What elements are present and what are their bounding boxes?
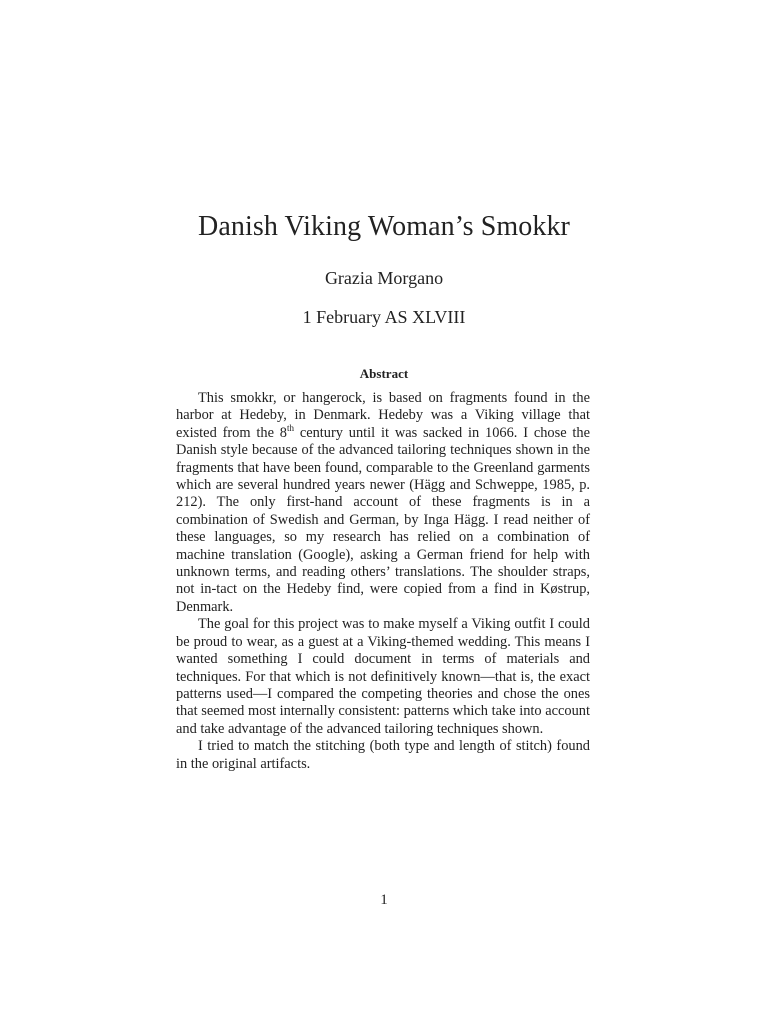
document-date: 1 February AS XLVIII — [302, 307, 466, 327]
abstract-body — [176, 390, 590, 773]
abstract-paragraph-3: I tried to match the stitching (both type and length of stitch) found in the original artifacts. — [176, 738, 590, 772]
abstract-heading: Abstract — [359, 366, 409, 381]
page-number: 1 — [380, 892, 388, 908]
abstract-paragraph-2: The goal for this project was to make myself a Viking outfit I could be proud to wear, as a guest at a Viking-themed wedding. This means I wanted something I could document in terms of materials and techniques. For that which is not definitively known—that is, the exact patterns used—I compared the competing theories and chose the ones that seemed most internally consistent: patterns which take into account and take advantage of the advanced tailoring techniques shown. — [176, 616, 590, 737]
document-title: Danish Viking Woman’s Smokkr — [198, 211, 570, 242]
paragraph-1-text-start: This smokkr, or hangerock, is based on fragments found in the harbor at Hedeby, in Denmark. Hedeby was a Viking village that existed from the 8 — [176, 390, 590, 441]
author-name: Grazia Morgano — [324, 268, 444, 288]
paragraph-1-text-end: century until it was sacked in 1066. I chose the Danish style because of the advanced tailoring techniques shown in the fragments that have been found, comparable to the Greenland garments which are several hundred years newer (Hägg and Schweppe, 1985, p. 212). The only first-hand account of these fragments is in a combination of Swedish and German, by Inga Hägg. I read neither of these languages, so my research has relied on a combination of machine translation (Google), asking a German friend for help with unknown terms, and reading others’ translations. The shoulder straps, not in-tact on the Hedeby find, were copied from a find in Køstrup, Denmark. — [176, 424, 590, 615]
ordinal-superscript: th — [286, 422, 294, 433]
abstract-paragraph-1 — [176, 390, 590, 616]
